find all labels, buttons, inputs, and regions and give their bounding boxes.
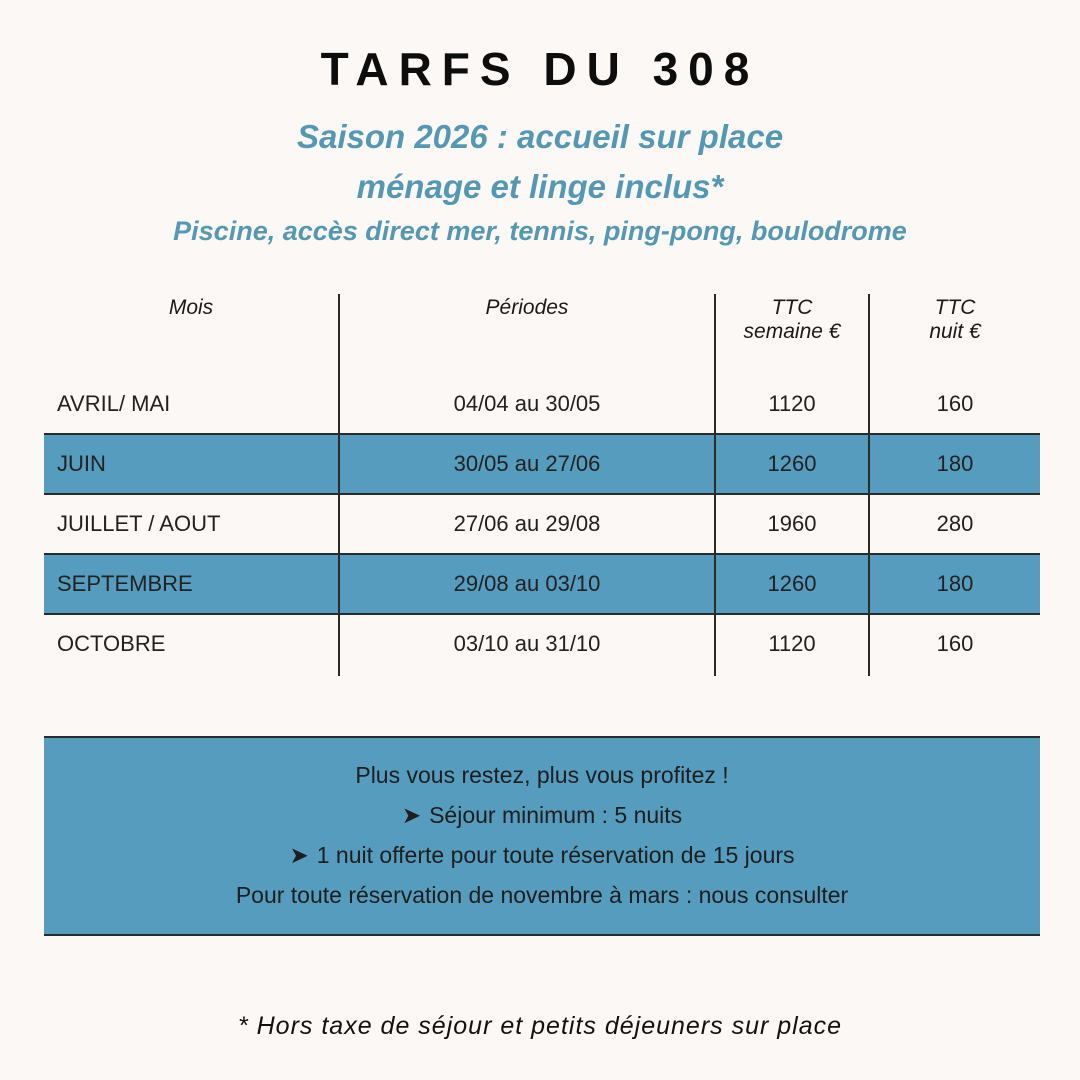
info-off-season: Pour toute réservation de novembre à mars : nous consulter [235,882,849,908]
table-row [44,374,1040,434]
page-title: TARFS DU 308 [320,43,760,95]
table-row [44,434,1040,494]
subtitle-included: ménage et linge inclus* [356,168,724,205]
row-divider [44,553,1040,555]
cell-nuit: 180 [936,571,974,596]
cell-mois: OCTOBRE [57,631,166,656]
row-divider [44,493,1040,495]
arrow-icon: ➤ [401,802,422,828]
subtitle-season: Saison 2026 : accueil sur place [296,118,784,155]
pricing-table [44,294,1040,676]
info-box [44,736,1040,936]
header-periodes: Périodes [485,296,569,319]
cell-mois: AVRIL/ MAI [57,391,171,416]
header-nuit [870,296,1040,344]
cell-periode: 04/04 au 30/05 [453,391,601,416]
header-semaine-line1: TTC [771,296,813,319]
row-divider [44,433,1040,435]
cell-periode: 29/08 au 03/10 [453,571,601,596]
cell-nuit: 280 [936,511,974,536]
cell-semaine: 1120 [768,631,816,656]
cell-periode: 30/05 au 27/06 [453,451,601,476]
header-semaine-line2: semaine € [743,320,841,343]
header-mois: Mois [168,296,214,319]
row-divider [44,613,1040,615]
cell-nuit: 180 [936,451,974,476]
cell-nuit: 160 [936,631,974,656]
column-divider [338,294,340,676]
cell-mois: JUIN [57,451,106,476]
column-divider [714,294,716,676]
info-free-night [44,842,1040,869]
table-row [44,614,1040,674]
footnote: * Hors taxe de séjour et petits déjeuners sur place [237,1012,843,1040]
info-free-night-text: 1 nuit offerte pour toute réservation de 15 jours [316,842,795,868]
info-minimum-stay-text: Séjour minimum : 5 nuits [429,802,683,828]
info-minimum-stay [44,802,1040,829]
table-row [44,554,1040,614]
header-nuit-line1: TTC [934,296,976,319]
table-row [44,494,1040,554]
cell-periode: 27/06 au 29/08 [453,511,601,536]
cell-semaine: 1260 [767,571,817,596]
cell-mois: SEPTEMBRE [57,571,193,596]
column-divider [868,294,870,676]
subtitle-amenities: Piscine, accès direct mer, tennis, ping-pong, boulodrome [173,216,907,246]
cell-semaine: 1120 [768,391,816,416]
cell-semaine: 1260 [767,451,817,476]
cell-semaine: 1960 [767,511,817,536]
header-nuit-line2: nuit € [929,320,981,343]
cell-nuit: 160 [936,391,974,416]
info-tagline: Plus vous restez, plus vous profitez ! [355,762,729,788]
header-semaine [716,296,868,344]
cell-mois: JUILLET / AOUT [57,511,221,536]
arrow-icon: ➤ [289,842,309,868]
cell-periode: 03/10 au 31/10 [453,631,601,656]
